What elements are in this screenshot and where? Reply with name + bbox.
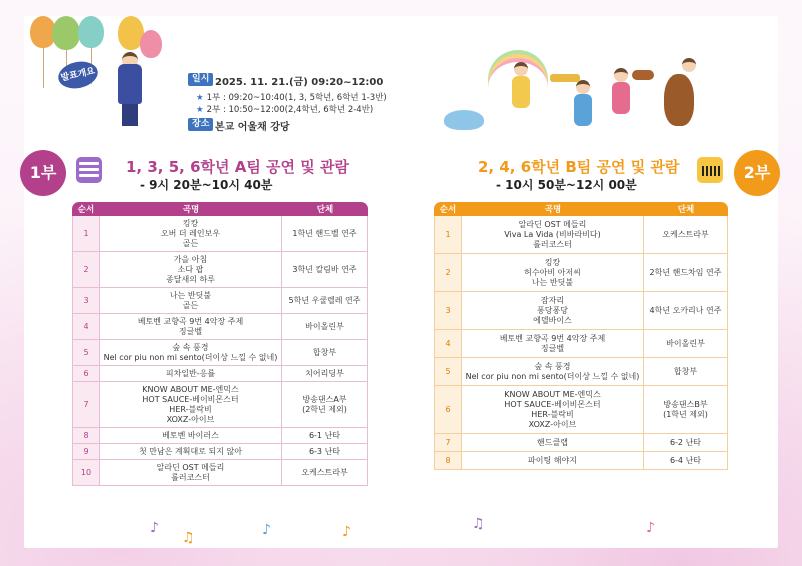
song-title: 알라딘 OST 메들리 bbox=[156, 462, 225, 472]
group-cell: 바이올린부 bbox=[644, 330, 728, 358]
song-cell bbox=[462, 358, 644, 386]
group-cell: 치어리딩부 bbox=[282, 366, 368, 382]
balloon-icon bbox=[78, 16, 104, 48]
balloon-icon bbox=[140, 30, 162, 58]
song-cell bbox=[462, 292, 644, 330]
violin-icon bbox=[632, 70, 654, 80]
group-cell: 합창부 bbox=[644, 358, 728, 386]
part2-title: 2, 4, 6학년 B팀 공연 및 관람 bbox=[478, 158, 680, 176]
balloon-icon bbox=[52, 16, 80, 50]
order-number: 7 bbox=[72, 382, 100, 428]
child-illustration bbox=[612, 82, 630, 114]
song-cell bbox=[462, 330, 644, 358]
part1-table-body bbox=[72, 216, 368, 486]
group-cell: 5학년 우쿨렐레 연주 bbox=[282, 288, 368, 314]
group-cell: 방송댄스B부 (1학년 제외) bbox=[644, 386, 728, 434]
song-title: HOT SAUCE-베이비몬스터 bbox=[142, 394, 239, 404]
music-note-icon: ♪ bbox=[150, 520, 159, 536]
table-row bbox=[72, 288, 368, 314]
song-cell bbox=[462, 216, 644, 254]
table-row bbox=[72, 382, 368, 428]
order-number: 6 bbox=[72, 366, 100, 382]
order-number: 7 bbox=[434, 434, 462, 452]
order-number: 3 bbox=[434, 292, 462, 330]
conductor-illustration bbox=[118, 64, 142, 104]
song-title: 종달새의 하루 bbox=[166, 274, 215, 284]
trumpet-icon bbox=[550, 74, 580, 82]
child-illustration bbox=[514, 62, 528, 76]
group-cell: 방송댄스A부 (2학년 제외) bbox=[282, 382, 368, 428]
song-title: KNOW ABOUT ME-엔믹스 bbox=[142, 384, 239, 394]
part1-time: - 9시 20분~10시 40분 bbox=[140, 178, 273, 192]
song-title: 핸드클랩 bbox=[537, 437, 568, 447]
song-title: 가을 아침 bbox=[173, 254, 208, 264]
music-note-icon: ♪ bbox=[646, 520, 655, 536]
song-title: 베토벤 교향곡 9번 4악장 주제 bbox=[499, 333, 606, 343]
column-header: 순서 bbox=[72, 202, 100, 216]
column-header: 단체 bbox=[282, 202, 368, 216]
order-number: 1 bbox=[72, 216, 100, 252]
table-row bbox=[434, 452, 728, 470]
song-cell bbox=[462, 254, 644, 292]
conductor-illustration bbox=[122, 104, 138, 126]
table-row bbox=[434, 292, 728, 330]
song-title: 롤러코스터 bbox=[171, 472, 210, 482]
table-row bbox=[72, 314, 368, 340]
part1-schedule-line: ★ 1부 : 09:20~10:40(1, 3, 5학년, 6학년 1-3반) bbox=[196, 93, 387, 103]
song-title: 숲 속 풍경 bbox=[172, 342, 209, 352]
music-note-icon: ♪ bbox=[342, 524, 351, 540]
table-row bbox=[72, 340, 368, 366]
child-illustration bbox=[682, 58, 696, 72]
child-illustration bbox=[574, 94, 592, 126]
song-title: 베토벤 교향곡 9번 4악장 주제 bbox=[137, 316, 244, 326]
group-cell: 합창부 bbox=[282, 340, 368, 366]
song-title: HOT SAUCE-베이비몬스터 bbox=[504, 399, 601, 409]
song-cell bbox=[100, 288, 282, 314]
column-header: 곡명 bbox=[100, 202, 282, 216]
song-title: 숲 속 풍경 bbox=[534, 361, 571, 371]
song-cell bbox=[100, 444, 282, 460]
child-illustration bbox=[512, 76, 530, 108]
column-header: 순서 bbox=[434, 202, 462, 216]
part2-schedule-table bbox=[434, 202, 728, 470]
group-cell: 오케스트라부 bbox=[282, 460, 368, 486]
order-number: 1 bbox=[434, 216, 462, 254]
table-row bbox=[434, 330, 728, 358]
song-title: HER-블락비 bbox=[531, 409, 574, 419]
group-cell: 오케스트라부 bbox=[644, 216, 728, 254]
group-cell: 6-3 난타 bbox=[282, 444, 368, 460]
table-row bbox=[72, 428, 368, 444]
song-title: KNOW ABOUT ME-엔믹스 bbox=[504, 389, 601, 399]
child-illustration bbox=[614, 68, 628, 82]
song-title: 첫 만남은 계획대로 되지 않아 bbox=[139, 446, 242, 456]
star-icon: ★ bbox=[196, 93, 204, 103]
table-row bbox=[72, 252, 368, 288]
song-cell bbox=[100, 216, 282, 252]
song-cell bbox=[100, 340, 282, 366]
balloon-string bbox=[43, 48, 44, 88]
song-title: 소다 팝 bbox=[177, 264, 204, 274]
column-header: 곡명 bbox=[462, 202, 644, 216]
song-title: XOXZ-아이브 bbox=[166, 414, 215, 424]
order-number: 8 bbox=[434, 452, 462, 470]
song-title: 에델바이스 bbox=[533, 315, 572, 325]
song-title: 베토벤 바이러스 bbox=[162, 430, 219, 440]
order-number: 5 bbox=[434, 358, 462, 386]
song-title: 킹캉 bbox=[544, 257, 561, 267]
event-place: 본교 어울채 강당 bbox=[215, 122, 290, 133]
song-cell bbox=[462, 386, 644, 434]
song-title: 잠자리 bbox=[540, 295, 565, 305]
date-tag: 일시 bbox=[188, 73, 213, 86]
song-title: 골든 bbox=[182, 300, 199, 310]
song-cell bbox=[100, 366, 282, 382]
music-note-icon: ♪ bbox=[262, 522, 271, 538]
song-title: 징글벨 bbox=[540, 343, 565, 353]
star-icon: ★ bbox=[196, 105, 204, 115]
keyboard-icon bbox=[697, 157, 723, 183]
order-number: 2 bbox=[72, 252, 100, 288]
table-row bbox=[72, 216, 368, 252]
table-row bbox=[434, 216, 728, 254]
part2-time: - 10시 50분~12시 00분 bbox=[496, 178, 637, 192]
song-title: HER-블락비 bbox=[169, 404, 212, 414]
part2-badge: 2부 bbox=[734, 150, 780, 196]
place-tag: 장소 bbox=[188, 118, 213, 131]
song-cell bbox=[100, 252, 282, 288]
group-cell: 4학년 오카리나 연주 bbox=[644, 292, 728, 330]
song-title: 롤러코스터 bbox=[533, 239, 572, 249]
song-cell bbox=[100, 428, 282, 444]
song-title: Nel cor piu non mi sento(더이상 느낄 수 없네) bbox=[465, 371, 640, 381]
music-note-icon: ♫ bbox=[182, 530, 195, 546]
song-cell bbox=[100, 314, 282, 340]
table-row bbox=[72, 366, 368, 382]
group-cell: 3학년 칼림바 연주 bbox=[282, 252, 368, 288]
overview-badge: 발표개요 bbox=[56, 58, 101, 92]
table-row bbox=[72, 444, 368, 460]
group-cell: 6-1 난타 bbox=[282, 428, 368, 444]
song-title: 허수아비 아저씨 bbox=[524, 267, 581, 277]
song-title: 파이팅 해야지 bbox=[528, 455, 577, 465]
song-title: 오버 더 레인보우 bbox=[160, 228, 221, 238]
part1-badge: 1부 bbox=[20, 150, 66, 196]
whale-illustration bbox=[444, 110, 484, 130]
group-cell: 1학년 핸드벨 연주 bbox=[282, 216, 368, 252]
table-row bbox=[434, 358, 728, 386]
song-cell bbox=[462, 434, 644, 452]
order-number: 9 bbox=[72, 444, 100, 460]
order-number: 4 bbox=[434, 330, 462, 358]
table-row bbox=[434, 254, 728, 292]
group-cell: 6-2 난타 bbox=[644, 434, 728, 452]
song-title: 킹캉 bbox=[182, 218, 199, 228]
accordion-icon bbox=[76, 157, 102, 183]
song-title: Viva La Vida (비바라비다) bbox=[504, 229, 601, 239]
part1-title: 1, 3, 5, 6학년 A팀 공연 및 관람 bbox=[126, 158, 349, 176]
music-note-icon: ♫ bbox=[472, 516, 485, 532]
song-title: 퐁당퐁당 bbox=[537, 305, 568, 315]
child-illustration bbox=[576, 80, 590, 94]
order-number: 10 bbox=[72, 460, 100, 486]
song-title: 골든 bbox=[182, 238, 199, 248]
song-cell bbox=[100, 382, 282, 428]
table-row bbox=[72, 460, 368, 486]
song-cell bbox=[462, 452, 644, 470]
song-title: 징글벨 bbox=[178, 326, 203, 336]
group-cell: 2학년 핸드차임 연주 bbox=[644, 254, 728, 292]
order-number: 4 bbox=[72, 314, 100, 340]
song-title: Nel cor piu non mi sento(더이상 느낄 수 없네) bbox=[103, 352, 278, 362]
group-cell: 바이올린부 bbox=[282, 314, 368, 340]
group-cell: 6-4 난타 bbox=[644, 452, 728, 470]
table-row bbox=[434, 386, 728, 434]
order-number: 5 bbox=[72, 340, 100, 366]
column-header: 단체 bbox=[644, 202, 728, 216]
cello-icon bbox=[664, 74, 694, 126]
part2-table-body bbox=[434, 216, 728, 470]
order-number: 3 bbox=[72, 288, 100, 314]
event-date: 2025. 11. 21.(금) 09:20~12:00 bbox=[215, 77, 384, 88]
song-title: 나는 반딧불 bbox=[169, 290, 212, 300]
order-number: 2 bbox=[434, 254, 462, 292]
order-number: 8 bbox=[72, 428, 100, 444]
part2-schedule-line: ★ 2부 : 10:50~12:00(2,4학년, 6학년 2-4반) bbox=[196, 105, 374, 115]
part1-schedule-table bbox=[72, 202, 368, 486]
order-number: 6 bbox=[434, 386, 462, 434]
song-cell bbox=[100, 460, 282, 486]
song-title: 나는 반딧불 bbox=[531, 277, 574, 287]
song-title: 피차일반-응룔 bbox=[165, 368, 216, 378]
song-title: 알라딘 OST 메들리 bbox=[518, 219, 587, 229]
song-title: XOXZ-아이브 bbox=[528, 419, 577, 429]
table-row bbox=[434, 434, 728, 452]
